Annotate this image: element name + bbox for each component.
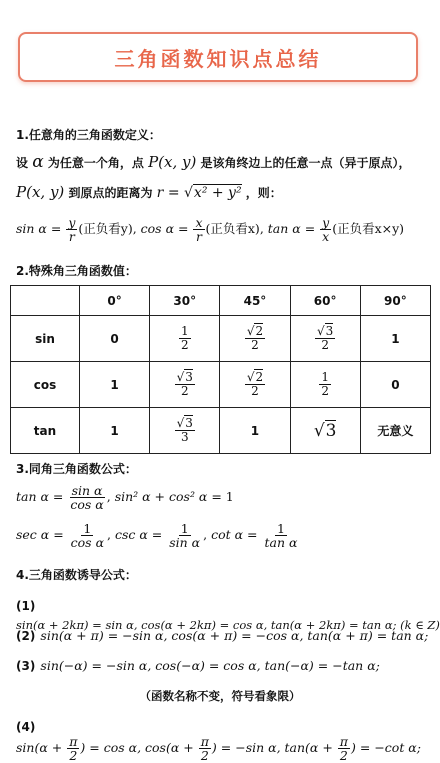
title-box: [18, 32, 418, 82]
column-header: 90°: [360, 286, 430, 316]
formula-label: (2): [16, 629, 36, 643]
table-cell: 1: [80, 362, 150, 408]
reduction-formula-4: (4) sin(α + $\frac{\pi}{2}$ ) = cos α, cos(α + $\frac{\pi}{2}$ ) = −sin α, tan(α + $\frac{\pi}{2}$ ) = −cot α;: [16, 720, 421, 763]
table-cell: $\frac{√3}{3}$: [150, 408, 220, 454]
formula-text: sin(−α) = −sin α, cos(−α) = cos α, tan(−α) = −tan α;: [40, 658, 380, 673]
formula-label: (1): [16, 599, 36, 613]
alpha-symbol: α: [32, 152, 44, 172]
section3-heading: 3.同角三角函数公式：: [16, 462, 137, 476]
r-formula: r = √x² + y²: [156, 185, 242, 201]
special-angle-table: [10, 285, 431, 454]
sign-note-sin: (正负看y): [78, 221, 133, 237]
table-row-tan: [11, 408, 431, 454]
formula-label: (3): [16, 659, 36, 673]
column-header: 45°: [220, 286, 290, 316]
row-label: sin: [11, 316, 80, 362]
table-cell: $\frac{√2}{2}$: [220, 316, 290, 362]
reduction-note: （函数名称不变，符号看象限）: [139, 689, 301, 703]
table-header-row: [11, 286, 431, 316]
reduction-formula-2: [16, 625, 428, 644]
identity-formula-1: tan α = $\frac{\text{sin α}}{\text{cos α}}$ , sin² α + cos² α = 1: [16, 483, 234, 513]
section1-heading: 1.任意角的三角函数定义：: [16, 128, 161, 142]
table-cell: 无意义: [360, 408, 430, 454]
table-corner-cell: [11, 286, 80, 316]
column-header: 0°: [80, 286, 150, 316]
table-cell: 0: [360, 362, 430, 408]
formula-text: sin(α + π) = −sin α, cos(α + π) = −cos α, tan(α + π) = tan α;: [40, 628, 429, 643]
table-cell: 1: [360, 316, 430, 362]
table-cell: $\frac{√3}{2}$: [290, 316, 360, 362]
column-header: 30°: [150, 286, 220, 316]
sign-note-tan: (正负看x×y): [332, 221, 405, 237]
row-label: cos: [11, 362, 80, 408]
page-title: 三角函数知识点总结: [114, 46, 322, 71]
table-row-sin: [11, 316, 431, 362]
table-cell: 1: [80, 408, 150, 454]
definition-text-a: 设: [16, 156, 29, 170]
table-cell: √3: [290, 408, 360, 454]
point-p-xy: P(x, y): [148, 153, 197, 171]
definition-line-1: [16, 152, 411, 172]
distance-text: 到原点的距离为: [68, 186, 153, 200]
definition-line-2: [16, 183, 282, 201]
table-cell: $\frac{1}{2}$: [150, 316, 220, 362]
table-cell: 1: [220, 408, 290, 454]
formula-label: (4): [16, 720, 36, 734]
table-row-cos: [11, 362, 431, 408]
table-cell: $\frac{1}{2}$: [290, 362, 360, 408]
section2-heading: 2.特殊角三角函数值：: [16, 264, 137, 278]
reduction-formula-3: [16, 655, 380, 674]
trig-definition-formula: sin α = $\frac{y}{r}$ (正负看y), cos α = $\frac{x}{r}$ (正负看x), tan α = $\frac{y}{x}$ (正负看x×y): [16, 215, 405, 245]
table-cell: $\frac{√2}{2}$: [220, 362, 290, 408]
identity-formula-2: sec α = $\frac{1}{\text{cos α}}$ , csc α = $\frac{1}{\text{sin α}}$ , cot α = $\frac{1}{\text{tan α}}$: [16, 521, 298, 551]
definition-text-b: 为任意一个角，点: [47, 156, 144, 170]
row-label: tan: [11, 408, 80, 454]
definition-text-c: 是该角终边上的任意一点（异于原点），: [200, 156, 411, 170]
column-header: 60°: [290, 286, 360, 316]
point-p-xy-2: P(x, y): [16, 183, 65, 201]
formula-text: sin(α + 2kπ) = sin α, cos(α + 2kπ) = cos α, tan(α + 2kπ) = tan α; (k ∈ Z): [16, 618, 440, 632]
table-cell: 0: [80, 316, 150, 362]
then-text: ，则：: [245, 186, 282, 200]
table-cell: $\frac{√3}{2}$: [150, 362, 220, 408]
section4-heading: 4.三角函数诱导公式：: [16, 568, 137, 582]
sign-note-cos: (正负看x): [205, 221, 260, 237]
